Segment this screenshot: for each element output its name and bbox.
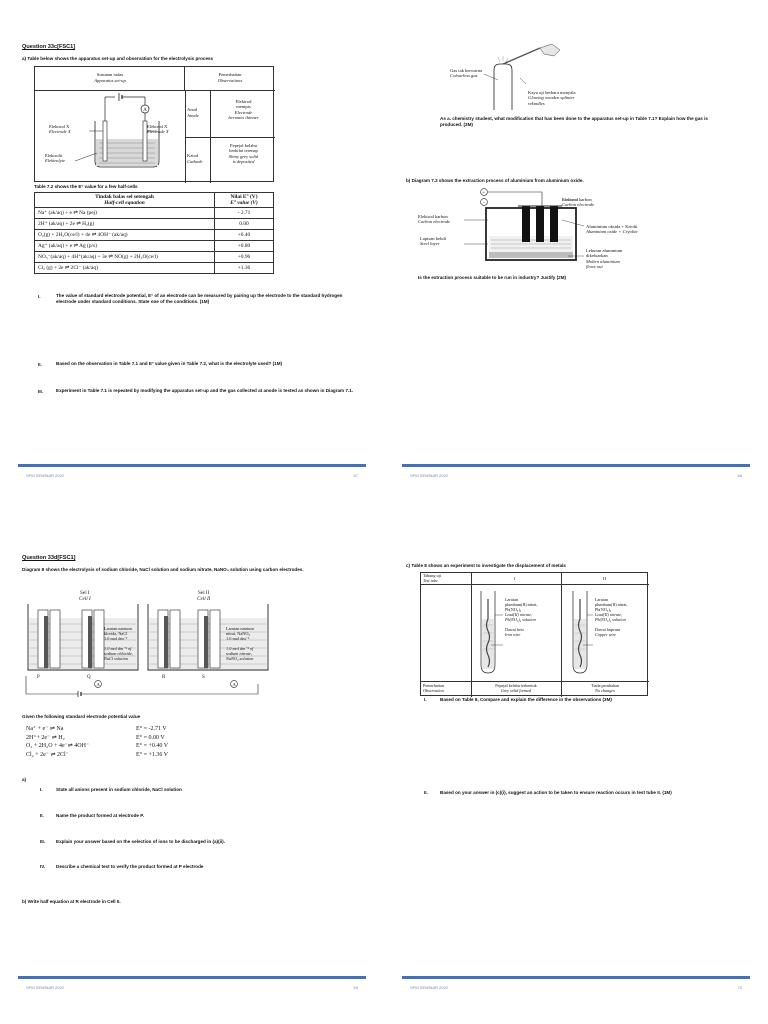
q-iv-text: Describe a chemical test to verify the product formed at P electrode (56, 864, 204, 869)
observation-i: Pepejal kelabu terbentuk Grey solid formed (495, 683, 537, 693)
anod-label: Anod (187, 107, 198, 112)
question-title: Question 33c[FSC1] (22, 44, 76, 50)
cell1-solution-label: Larutan natrium klorida, NaCl 1.0 mol dm⁻³ 1.0 mol dm⁻³ of sodium chloride, NaCl solution (104, 626, 133, 661)
katod-label: Katod (187, 153, 199, 158)
test-tube-header: Tabung uji Test tube (423, 573, 441, 583)
table-7-1 (34, 66, 274, 182)
table-row: Ag⁺ (ak/aq) + e ⇌ Ag (p/s) +0.80 (35, 241, 274, 252)
page-number: 69 (353, 985, 358, 990)
intro-text: Diagram 8 shows the electrolysis of sodium chloride, NaCl solution and sodium nitrate, NaNO₃ solution using carbon electrodes. (22, 567, 304, 572)
part-a-label: a) (22, 777, 27, 782)
modification-question: As a. chemistry student, what modification that has been done to the apparatus set-up in Table 7.1? Explain how the gas is produced. (3M) (440, 116, 708, 127)
footer-left: SPM SEMINAR 2022 (26, 985, 65, 990)
molten-aluminium-label: Leburan aluminium dikeluarkan Molten aluminium flows out (586, 248, 623, 270)
svg-text:Sel II: Sel II (198, 590, 210, 596)
svg-text:A: A (143, 108, 147, 113)
part-b-text: b) Write half equation at R electrode in Cell II. (22, 899, 121, 904)
q-iii-number: III. (38, 389, 44, 394)
q-ii-text: Name the product formed at electrode P. (56, 813, 144, 818)
table-row: 2H⁺ (ak/aq) + 2e ⇌ H₂(g) 0.00 (35, 219, 274, 230)
page-number: 67 (353, 473, 358, 478)
cathode-label: Cathode (187, 159, 203, 164)
page-68 (384, 0, 768, 512)
q-ii-number: II. (424, 790, 428, 795)
svg-text:−: − (482, 201, 486, 206)
svg-text:Cell I: Cell I (79, 596, 91, 602)
footer-bar (402, 976, 750, 979)
table72-head-e: Nilai E° (V) E° value (V) (215, 193, 274, 208)
table-head-obs-en: Observations (217, 78, 243, 83)
part-a-text: a) Table below shows the apparatus set-up and observation for the electrolysis process (22, 56, 214, 61)
svg-text:+: + (482, 191, 486, 196)
page-number: 68 (737, 473, 742, 478)
table-row: Cl₂ (g) + 2e ⇌ 2Cl⁻ (ak/aq) +1.36 (35, 263, 274, 274)
page-69 (0, 512, 384, 1024)
q-i-text: The value of standard electrode potential, E° of an electrode can be measured by pairing up the electrode to the standard hydrogen electrode under standard conditions. State one of the conditions. (1M) (56, 293, 343, 304)
colourless-gas-label: Gas tak berwarna Colourless gas (450, 68, 483, 79)
electrolysis-apparatus-diagram (35, 91, 185, 183)
svg-text:A: A (96, 682, 100, 687)
q-i-text: State all anions present in sodium chloride, NaCl solution (56, 787, 182, 792)
page-number: 70 (737, 985, 742, 990)
glowing-splinter-label: Kayu uji berbara menyala Glowing wooden splinter rekindles (528, 90, 576, 106)
anode-observation: Elektrod menipis Electrode becomes thinner (228, 99, 259, 121)
footer-bar (18, 976, 366, 979)
table-7-2-caption: Table 7.2 shows the E° value for a few half-cells (34, 184, 138, 189)
carbon-electrode-left-label: Elektrod karbon Carbon electrode (418, 214, 451, 225)
table72-head-eq: Tindak balas sel setengah Half-cell equation (35, 193, 215, 208)
q-ii-number: II. (40, 813, 44, 818)
q-ii-number: II. (38, 362, 42, 367)
potential-values: E° = -2.71 V E° = 0.00 V E° = +0.40 V E° = +1.36 V (136, 726, 169, 758)
q-iii-text: Explain your answer based on the selection of ions to be discharged in (a)(ii). (56, 839, 225, 844)
tube-i-labels: Larutan plumbum(II) nitrat, Pb(NO₃)₂ Lead(II) nitrate, Pb(NO₃)₂ solution Dawai besi Iron wire (505, 597, 538, 637)
part-b-question: Is the extraction process suitable to be run in industry? Justify (2M) (418, 275, 567, 280)
q-i-number: I. (40, 787, 43, 792)
observation-ii: Tiada perubahan No changes (591, 683, 619, 693)
page-70 (384, 512, 768, 1024)
svg-text:S: S (202, 675, 205, 680)
q-iii-number: III. (40, 839, 46, 844)
table-head-setup-en: Apparatus set-up (94, 78, 126, 83)
potential-equations: Na⁺ + e⁻ ⇌ Na 2H⁺+ 2e⁻ ⇌ H₂ O₂ + 2H₂O + 4e⁻⇌ 4OH⁻ Cl₂ + 2e⁻ ⇌ 2Cl⁻ (26, 726, 90, 758)
tube-ii-labels: Larutan plumbum(II) nitrat, Pb(NO₃)₂ Lead(II) nitrate, Pb(NO₃)₂ solution Dawai kuprum Copper wire (595, 597, 628, 637)
table-row: O₂(g) + 2H₂O(ce/l) + 4e ⇌ 4OH⁻ (ak/aq) +0.40 (35, 230, 274, 241)
given-text: Given the following standard electrode potential value (22, 714, 141, 719)
svg-text:Sel I: Sel I (80, 590, 90, 596)
table-row: NO₃⁻(ak/aq) + 4H⁺(ak/aq) + 3e ⇌ NO(g) + 2H₂O(ce/l) +0.96 (35, 252, 274, 263)
svg-text:Q: Q (87, 675, 91, 680)
anode-label: Anode (187, 113, 199, 118)
table-head-setup: Susunan radas (96, 72, 124, 77)
question-title: Question 33d[FSC1] (22, 555, 76, 561)
q-ii-text: Based on the observation in Table 7.1 and E° value given in Table 7.2, what is the electrolyte used? (1M) (56, 361, 283, 366)
footer-left: SPM SEMINAR 2022 (26, 473, 65, 478)
q-i-number: I. (424, 697, 427, 702)
part-b-text: b) Diagram 7.2 shows the extraction process of aluminium from aluminium oxide. (406, 178, 584, 183)
electrolyte-label: Elektrolit Elektrolyte (45, 153, 65, 164)
footer-left: SPM SEMINAR 2022 (410, 473, 449, 478)
electrode-x-right: Elektrod X Electrode X (147, 124, 169, 135)
table-8 (420, 572, 648, 696)
footer-left: SPM SEMINAR 2022 (410, 985, 449, 990)
page-67 (0, 0, 384, 512)
table-7-2 (34, 192, 274, 274)
svg-text:R: R (162, 675, 166, 680)
col-ii-header: II (603, 576, 607, 581)
svg-text:Cell II: Cell II (197, 596, 211, 602)
q-i-text: Based on Table 8, Compare and explain the difference in the observations (3M) (440, 697, 612, 702)
carbon-electrode-right-label: Elektrod karbon Carbon electrode (562, 197, 595, 208)
q-ii-text: Based on your answer in (c)(i), suggest an action to be taken to ensure reaction occurs in test tube II. (1M) (440, 790, 672, 795)
q-iv-number: IV. (40, 864, 46, 869)
col-i-header: I (514, 576, 516, 581)
footer-bar (18, 464, 366, 467)
observation-header: Pemerhatian Observation (423, 683, 444, 693)
footer-bar (402, 464, 750, 467)
cathode-observation: Pepejal kelabu berkilat terenap Shiny grey solid is deposited (228, 143, 259, 165)
steel-layer-label: Lapisan keluli Steel layer (420, 236, 447, 247)
aluminium-oxide-label: Aluminium oksida + Kriolit Aluminium oxide + Cryolite (586, 224, 638, 235)
q-iii-text: Experiment in Table 7.1 is repeated by modifying the apparatus set-up and the gas collected at anode is tested as shown in Diagram 7.1. (56, 388, 354, 393)
table-row: Na⁺ (ak/aq) + e ⇌ Na (pej) - 2.71 (35, 208, 274, 219)
table-head-obs: Pemerhatian (218, 72, 242, 77)
svg-text:P: P (37, 675, 40, 680)
svg-text:A: A (232, 682, 236, 687)
electrode-x-left: Elektrod X Electrode X (49, 124, 71, 135)
part-c-text: c) Table 8 shows an experiment to investigate the displacement of metals (406, 563, 566, 568)
cell2-solution-label: Larutan natrium nitrat, NaNO₃ 1.0 mol dm⁻³ 1.0 mol dm⁻³ of sodium nitrate, NaNO₃ solution (226, 626, 254, 661)
q-i-number: I. (38, 294, 41, 299)
